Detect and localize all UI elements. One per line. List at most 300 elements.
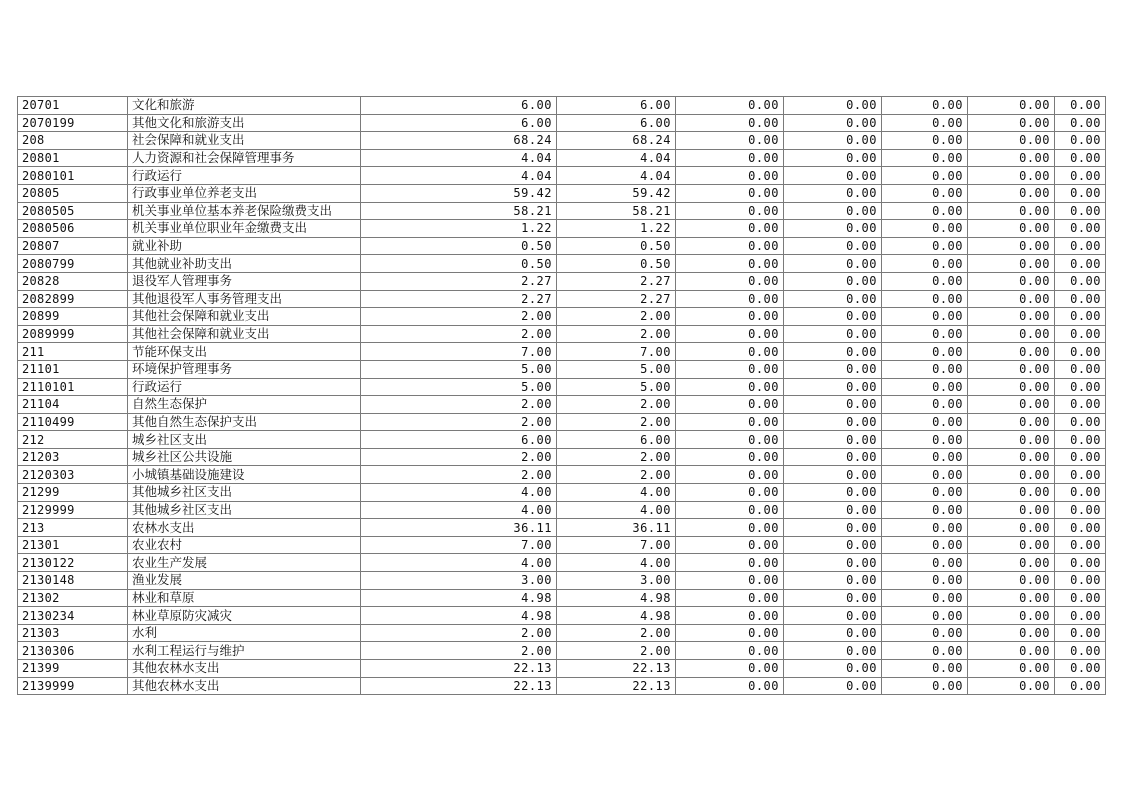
- amount-cell: 0.00: [1055, 642, 1106, 660]
- amount-cell: 6.00: [557, 114, 676, 132]
- amount-cell: 0.00: [882, 149, 968, 167]
- amount-cell: 0.00: [968, 536, 1055, 554]
- amount-cell: 0.00: [882, 220, 968, 238]
- amount-cell: 0.50: [361, 237, 557, 255]
- subject-name-cell: 其他就业补助支出: [128, 255, 361, 273]
- subject-code-cell: 213: [18, 519, 128, 537]
- amount-cell: 0.00: [882, 607, 968, 625]
- table-row: [18, 396, 1106, 414]
- amount-cell: 0.00: [676, 396, 784, 414]
- table-row: [18, 624, 1106, 642]
- amount-cell: 2.00: [361, 396, 557, 414]
- amount-cell: 0.00: [676, 519, 784, 537]
- amount-cell: 0.00: [784, 325, 882, 343]
- amount-cell: 0.00: [676, 589, 784, 607]
- table-row: [18, 97, 1106, 115]
- amount-cell: 0.00: [882, 237, 968, 255]
- table-row: [18, 607, 1106, 625]
- subject-name-cell: 水利工程运行与维护: [128, 642, 361, 660]
- amount-cell: 2.00: [557, 624, 676, 642]
- amount-cell: 0.00: [968, 501, 1055, 519]
- subject-name-cell: 林业和草原: [128, 589, 361, 607]
- amount-cell: 0.00: [968, 466, 1055, 484]
- amount-cell: 0.00: [1055, 660, 1106, 678]
- subject-name-cell: 农业农村: [128, 536, 361, 554]
- table-row: [18, 167, 1106, 185]
- table-row: [18, 202, 1106, 220]
- subject-code-cell: 2130306: [18, 642, 128, 660]
- table-row: [18, 132, 1106, 150]
- amount-cell: 2.27: [557, 290, 676, 308]
- amount-cell: 2.00: [557, 308, 676, 326]
- table-row: [18, 343, 1106, 361]
- amount-cell: 2.27: [361, 290, 557, 308]
- amount-cell: 0.00: [882, 677, 968, 695]
- subject-code-cell: 2070199: [18, 114, 128, 132]
- amount-cell: 0.00: [882, 660, 968, 678]
- amount-cell: 58.21: [557, 202, 676, 220]
- amount-cell: 0.00: [676, 607, 784, 625]
- amount-cell: 0.00: [882, 484, 968, 502]
- subject-name-cell: 环境保护管理事务: [128, 360, 361, 378]
- amount-cell: 0.00: [784, 431, 882, 449]
- amount-cell: 0.00: [882, 378, 968, 396]
- amount-cell: 0.00: [968, 184, 1055, 202]
- amount-cell: 0.00: [1055, 184, 1106, 202]
- amount-cell: 0.50: [557, 255, 676, 273]
- table-row: [18, 220, 1106, 238]
- subject-name-cell: 其他自然生态保护支出: [128, 413, 361, 431]
- amount-cell: 0.00: [676, 677, 784, 695]
- amount-cell: 0.00: [882, 536, 968, 554]
- table-row: [18, 466, 1106, 484]
- amount-cell: 0.00: [676, 308, 784, 326]
- subject-name-cell: 节能环保支出: [128, 343, 361, 361]
- amount-cell: 0.00: [882, 325, 968, 343]
- amount-cell: 0.00: [784, 554, 882, 572]
- amount-cell: 0.00: [882, 290, 968, 308]
- subject-code-cell: 20805: [18, 184, 128, 202]
- subject-name-cell: 行政事业单位养老支出: [128, 184, 361, 202]
- amount-cell: 0.00: [784, 272, 882, 290]
- subject-name-cell: 机关事业单位基本养老保险缴费支出: [128, 202, 361, 220]
- amount-cell: 4.04: [361, 149, 557, 167]
- subject-code-cell: 21203: [18, 448, 128, 466]
- amount-cell: 0.00: [1055, 519, 1106, 537]
- amount-cell: 0.00: [784, 519, 882, 537]
- amount-cell: 0.00: [1055, 308, 1106, 326]
- amount-cell: 0.00: [676, 413, 784, 431]
- amount-cell: 0.00: [882, 132, 968, 150]
- amount-cell: 0.00: [968, 237, 1055, 255]
- amount-cell: 0.00: [968, 624, 1055, 642]
- amount-cell: 2.27: [361, 272, 557, 290]
- subject-name-cell: 农业生产发展: [128, 554, 361, 572]
- amount-cell: 6.00: [361, 431, 557, 449]
- amount-cell: 0.00: [1055, 255, 1106, 273]
- amount-cell: 0.00: [968, 677, 1055, 695]
- amount-cell: 0.00: [1055, 343, 1106, 361]
- amount-cell: 2.00: [361, 413, 557, 431]
- subject-code-cell: 20801: [18, 149, 128, 167]
- table-row: [18, 308, 1106, 326]
- amount-cell: 0.00: [784, 484, 882, 502]
- subject-name-cell: 退役军人管理事务: [128, 272, 361, 290]
- amount-cell: 4.98: [361, 589, 557, 607]
- amount-cell: 0.00: [968, 149, 1055, 167]
- amount-cell: 0.00: [676, 536, 784, 554]
- amount-cell: 0.00: [968, 202, 1055, 220]
- table-body: [18, 97, 1106, 695]
- subject-name-cell: 其他城乡社区支出: [128, 501, 361, 519]
- amount-cell: 0.00: [1055, 325, 1106, 343]
- amount-cell: 6.00: [361, 114, 557, 132]
- subject-name-cell: 机关事业单位职业年金缴费支出: [128, 220, 361, 238]
- subject-code-cell: 2080799: [18, 255, 128, 273]
- amount-cell: 0.00: [784, 132, 882, 150]
- amount-cell: 0.00: [882, 184, 968, 202]
- amount-cell: 0.00: [882, 589, 968, 607]
- amount-cell: 5.00: [361, 378, 557, 396]
- subject-code-cell: 2120303: [18, 466, 128, 484]
- subject-code-cell: 208: [18, 132, 128, 150]
- subject-code-cell: 21303: [18, 624, 128, 642]
- amount-cell: 0.00: [968, 325, 1055, 343]
- amount-cell: 0.00: [882, 255, 968, 273]
- amount-cell: 0.00: [1055, 607, 1106, 625]
- subject-code-cell: 21101: [18, 360, 128, 378]
- subject-code-cell: 211: [18, 343, 128, 361]
- amount-cell: 0.00: [676, 290, 784, 308]
- amount-cell: 0.00: [676, 132, 784, 150]
- amount-cell: 0.00: [676, 642, 784, 660]
- amount-cell: 0.00: [676, 378, 784, 396]
- amount-cell: 22.13: [557, 677, 676, 695]
- subject-name-cell: 文化和旅游: [128, 97, 361, 115]
- amount-cell: 0.00: [882, 202, 968, 220]
- amount-cell: 0.00: [968, 97, 1055, 115]
- amount-cell: 0.00: [968, 290, 1055, 308]
- amount-cell: 0.00: [676, 501, 784, 519]
- subject-name-cell: 就业补助: [128, 237, 361, 255]
- amount-cell: 2.27: [557, 272, 676, 290]
- subject-code-cell: 2139999: [18, 677, 128, 695]
- subject-name-cell: 农林水支出: [128, 519, 361, 537]
- amount-cell: 0.00: [1055, 378, 1106, 396]
- amount-cell: 0.00: [676, 624, 784, 642]
- amount-cell: 6.00: [557, 97, 676, 115]
- table-row: [18, 431, 1106, 449]
- amount-cell: 0.00: [968, 572, 1055, 590]
- amount-cell: 2.00: [557, 466, 676, 484]
- table-row: [18, 448, 1106, 466]
- amount-cell: 0.00: [784, 466, 882, 484]
- amount-cell: 0.00: [1055, 589, 1106, 607]
- subject-name-cell: 城乡社区公共设施: [128, 448, 361, 466]
- subject-code-cell: 21104: [18, 396, 128, 414]
- subject-code-cell: 2129999: [18, 501, 128, 519]
- amount-cell: 0.00: [784, 396, 882, 414]
- amount-cell: 0.00: [1055, 624, 1106, 642]
- table-row: [18, 272, 1106, 290]
- subject-name-cell: 社会保障和就业支出: [128, 132, 361, 150]
- amount-cell: 0.00: [784, 360, 882, 378]
- amount-cell: 6.00: [557, 431, 676, 449]
- amount-cell: 0.00: [1055, 290, 1106, 308]
- amount-cell: 4.98: [557, 589, 676, 607]
- amount-cell: 3.00: [361, 572, 557, 590]
- amount-cell: 0.00: [1055, 677, 1106, 695]
- subject-name-cell: 其他农林水支出: [128, 677, 361, 695]
- amount-cell: 0.00: [1055, 466, 1106, 484]
- amount-cell: 0.00: [676, 255, 784, 273]
- subject-code-cell: 2080101: [18, 167, 128, 185]
- amount-cell: 0.00: [784, 448, 882, 466]
- amount-cell: 0.00: [784, 97, 882, 115]
- amount-cell: 0.00: [676, 360, 784, 378]
- amount-cell: 22.13: [361, 677, 557, 695]
- amount-cell: 0.00: [676, 220, 784, 238]
- subject-code-cell: 20899: [18, 308, 128, 326]
- amount-cell: 4.00: [361, 501, 557, 519]
- table-row: [18, 660, 1106, 678]
- amount-cell: 0.00: [676, 184, 784, 202]
- subject-name-cell: 水利: [128, 624, 361, 642]
- amount-cell: 68.24: [361, 132, 557, 150]
- table-row: [18, 255, 1106, 273]
- amount-cell: 0.00: [784, 607, 882, 625]
- amount-cell: 0.00: [968, 660, 1055, 678]
- subject-code-cell: 2130234: [18, 607, 128, 625]
- amount-cell: 0.00: [1055, 220, 1106, 238]
- amount-cell: 0.00: [676, 554, 784, 572]
- amount-cell: 7.00: [557, 536, 676, 554]
- amount-cell: 0.00: [968, 360, 1055, 378]
- amount-cell: 0.00: [676, 202, 784, 220]
- amount-cell: 4.00: [557, 484, 676, 502]
- subject-name-cell: 渔业发展: [128, 572, 361, 590]
- amount-cell: 0.00: [968, 220, 1055, 238]
- amount-cell: 0.00: [968, 255, 1055, 273]
- subject-code-cell: 2089999: [18, 325, 128, 343]
- amount-cell: 0.00: [676, 167, 784, 185]
- amount-cell: 0.00: [676, 660, 784, 678]
- amount-cell: 0.00: [784, 237, 882, 255]
- amount-cell: 0.00: [1055, 114, 1106, 132]
- amount-cell: 0.00: [968, 396, 1055, 414]
- subject-name-cell: 自然生态保护: [128, 396, 361, 414]
- amount-cell: 0.00: [968, 114, 1055, 132]
- amount-cell: 0.00: [968, 378, 1055, 396]
- amount-cell: 0.00: [1055, 501, 1106, 519]
- amount-cell: 0.00: [882, 272, 968, 290]
- amount-cell: 0.00: [968, 589, 1055, 607]
- amount-cell: 0.00: [882, 396, 968, 414]
- amount-cell: 0.00: [1055, 536, 1106, 554]
- amount-cell: 0.00: [968, 132, 1055, 150]
- amount-cell: 0.00: [784, 255, 882, 273]
- amount-cell: 0.00: [882, 114, 968, 132]
- subject-code-cell: 20828: [18, 272, 128, 290]
- amount-cell: 0.00: [968, 554, 1055, 572]
- subject-code-cell: 2130148: [18, 572, 128, 590]
- amount-cell: 0.00: [784, 572, 882, 590]
- subject-code-cell: 2130122: [18, 554, 128, 572]
- amount-cell: 2.00: [557, 413, 676, 431]
- amount-cell: 6.00: [361, 97, 557, 115]
- amount-cell: 0.00: [784, 114, 882, 132]
- subject-code-cell: 2080506: [18, 220, 128, 238]
- amount-cell: 0.00: [968, 607, 1055, 625]
- amount-cell: 36.11: [361, 519, 557, 537]
- amount-cell: 0.00: [882, 642, 968, 660]
- subject-code-cell: 212: [18, 431, 128, 449]
- amount-cell: 0.00: [1055, 97, 1106, 115]
- amount-cell: 0.00: [1055, 149, 1106, 167]
- subject-name-cell: 林业草原防灾减灾: [128, 607, 361, 625]
- table-row: [18, 501, 1106, 519]
- budget-table: [17, 96, 1106, 695]
- amount-cell: 7.00: [361, 343, 557, 361]
- amount-cell: 0.00: [882, 624, 968, 642]
- amount-cell: 0.00: [1055, 132, 1106, 150]
- amount-cell: 0.50: [361, 255, 557, 273]
- subject-code-cell: 2110499: [18, 413, 128, 431]
- subject-code-cell: 2110101: [18, 378, 128, 396]
- amount-cell: 0.00: [968, 308, 1055, 326]
- subject-name-cell: 其他城乡社区支出: [128, 484, 361, 502]
- table-row: [18, 325, 1106, 343]
- table-row: [18, 572, 1106, 590]
- amount-cell: 0.00: [882, 167, 968, 185]
- amount-cell: 0.00: [784, 677, 882, 695]
- amount-cell: 5.00: [557, 360, 676, 378]
- amount-cell: 0.00: [784, 642, 882, 660]
- amount-cell: 0.00: [882, 360, 968, 378]
- amount-cell: 0.00: [968, 413, 1055, 431]
- subject-name-cell: 其他社会保障和就业支出: [128, 308, 361, 326]
- amount-cell: 4.00: [361, 554, 557, 572]
- table-row: [18, 149, 1106, 167]
- amount-cell: 0.00: [1055, 484, 1106, 502]
- table-row: [18, 114, 1106, 132]
- amount-cell: 0.00: [784, 660, 882, 678]
- subject-name-cell: 城乡社区支出: [128, 431, 361, 449]
- amount-cell: 0.00: [784, 184, 882, 202]
- amount-cell: 0.00: [968, 448, 1055, 466]
- amount-cell: 0.00: [882, 431, 968, 449]
- amount-cell: 0.00: [784, 290, 882, 308]
- amount-cell: 0.00: [676, 325, 784, 343]
- amount-cell: 0.00: [968, 642, 1055, 660]
- amount-cell: 4.00: [557, 554, 676, 572]
- amount-cell: 0.00: [1055, 360, 1106, 378]
- amount-cell: 4.04: [557, 167, 676, 185]
- amount-cell: 1.22: [361, 220, 557, 238]
- amount-cell: 0.00: [784, 202, 882, 220]
- amount-cell: 0.00: [784, 624, 882, 642]
- amount-cell: 0.00: [676, 448, 784, 466]
- subject-code-cell: 21399: [18, 660, 128, 678]
- amount-cell: 2.00: [557, 448, 676, 466]
- amount-cell: 68.24: [557, 132, 676, 150]
- amount-cell: 4.00: [361, 484, 557, 502]
- amount-cell: 0.00: [676, 272, 784, 290]
- amount-cell: 0.00: [968, 431, 1055, 449]
- amount-cell: 0.00: [1055, 554, 1106, 572]
- amount-cell: 4.98: [557, 607, 676, 625]
- amount-cell: 0.50: [557, 237, 676, 255]
- amount-cell: 0.00: [882, 448, 968, 466]
- amount-cell: 2.00: [557, 642, 676, 660]
- subject-code-cell: 21299: [18, 484, 128, 502]
- amount-cell: 0.00: [1055, 202, 1106, 220]
- amount-cell: 0.00: [784, 378, 882, 396]
- amount-cell: 2.00: [361, 325, 557, 343]
- subject-name-cell: 其他文化和旅游支出: [128, 114, 361, 132]
- amount-cell: 0.00: [676, 343, 784, 361]
- amount-cell: 0.00: [1055, 272, 1106, 290]
- amount-cell: 36.11: [557, 519, 676, 537]
- subject-code-cell: 20807: [18, 237, 128, 255]
- amount-cell: 0.00: [882, 501, 968, 519]
- amount-cell: 7.00: [557, 343, 676, 361]
- subject-name-cell: 其他退役军人事务管理支出: [128, 290, 361, 308]
- table-row: [18, 237, 1106, 255]
- amount-cell: 0.00: [1055, 413, 1106, 431]
- amount-cell: 0.00: [784, 343, 882, 361]
- amount-cell: 59.42: [361, 184, 557, 202]
- table-row: [18, 677, 1106, 695]
- amount-cell: 2.00: [557, 325, 676, 343]
- amount-cell: 0.00: [882, 343, 968, 361]
- amount-cell: 0.00: [968, 167, 1055, 185]
- amount-cell: 0.00: [882, 554, 968, 572]
- amount-cell: 0.00: [1055, 572, 1106, 590]
- amount-cell: 0.00: [784, 536, 882, 554]
- table-row: [18, 290, 1106, 308]
- amount-cell: 4.00: [557, 501, 676, 519]
- subject-code-cell: 21302: [18, 589, 128, 607]
- subject-name-cell: 人力资源和社会保障管理事务: [128, 149, 361, 167]
- amount-cell: 22.13: [557, 660, 676, 678]
- amount-cell: 0.00: [968, 343, 1055, 361]
- amount-cell: 0.00: [968, 519, 1055, 537]
- amount-cell: 0.00: [676, 97, 784, 115]
- amount-cell: 0.00: [784, 308, 882, 326]
- amount-cell: 0.00: [1055, 396, 1106, 414]
- amount-cell: 0.00: [882, 519, 968, 537]
- amount-cell: 2.00: [361, 624, 557, 642]
- amount-cell: 4.04: [557, 149, 676, 167]
- table-row: [18, 519, 1106, 537]
- amount-cell: 0.00: [784, 220, 882, 238]
- table-row: [18, 184, 1106, 202]
- subject-name-cell: 其他社会保障和就业支出: [128, 325, 361, 343]
- amount-cell: 0.00: [676, 237, 784, 255]
- table-row: [18, 378, 1106, 396]
- subject-code-cell: 21301: [18, 536, 128, 554]
- amount-cell: 22.13: [361, 660, 557, 678]
- amount-cell: 0.00: [882, 572, 968, 590]
- amount-cell: 4.98: [361, 607, 557, 625]
- amount-cell: 0.00: [676, 114, 784, 132]
- amount-cell: 4.04: [361, 167, 557, 185]
- amount-cell: 5.00: [557, 378, 676, 396]
- subject-name-cell: 行政运行: [128, 167, 361, 185]
- table-row: [18, 642, 1106, 660]
- subject-name-cell: 行政运行: [128, 378, 361, 396]
